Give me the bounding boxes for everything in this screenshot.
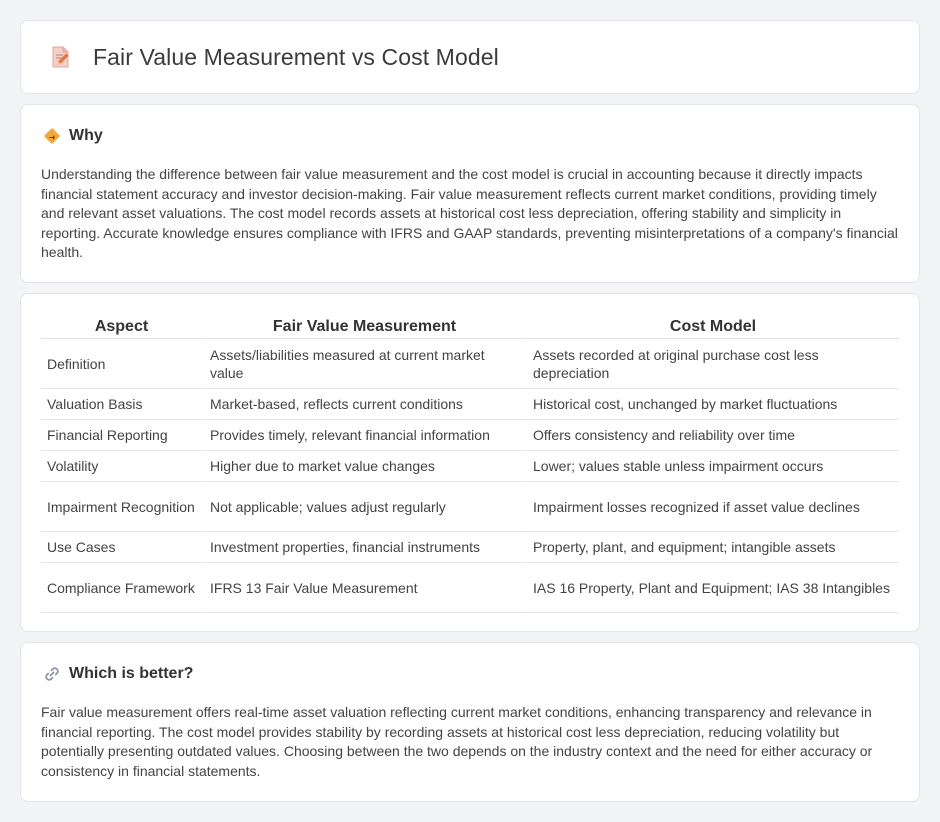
row-aspect: Impairment Recognition [41,482,202,532]
header-fair-value: Fair Value Measurement [202,316,525,339]
diamond-sign-icon [43,127,61,145]
row-aspect: Valuation Basis [41,389,202,420]
row-aspect: Use Cases [41,532,202,563]
row-fair-value: Provides timely, relevant financial information [202,420,525,451]
page-title: Fair Value Measurement vs Cost Model [93,43,499,70]
row-aspect: Definition [41,339,202,389]
row-cost-model: Historical cost, unchanged by market fluctuations [525,389,899,420]
row-fair-value: IFRS 13 Fair Value Measurement [202,563,525,613]
better-heading: Which is better? [69,665,194,682]
why-heading-row [43,127,103,145]
row-fair-value: Investment properties, financial instruments [202,532,525,563]
which-better-card [20,642,920,802]
table-row [41,339,899,389]
table-row [41,420,899,451]
row-cost-model: Offers consistency and reliability over time [525,420,899,451]
table-row [41,451,899,482]
header-aspect: Aspect [41,316,202,339]
header-cost-model: Cost Model [525,316,899,339]
table-row [41,563,899,613]
row-fair-value: Higher due to market value changes [202,451,525,482]
link-icon [43,665,61,683]
comparison-card [20,293,920,632]
table-row [41,389,899,420]
row-cost-model: IAS 16 Property, Plant and Equipment; IAS 38 Intangibles [525,563,899,613]
row-fair-value: Market-based, reflects current conditions [202,389,525,420]
better-heading-row [43,665,193,683]
table-row [41,482,899,532]
table-row [41,532,899,563]
row-cost-model: Lower; values stable unless impairment occurs [525,451,899,482]
why-heading: Why [69,127,103,144]
document-edit-icon [47,44,73,70]
why-paragraph: Understanding the difference between fair value measurement and the cost model is crucial in accounting because it directly impacts financial statement accuracy and investor decision-making. Fair value measurement reflects current market conditions, providing timely and relevant asset valuations. The cost model records assets at historical cost less depreciation, offering stability and simplicity in reporting. Accurate knowledge ensures compliance with IFRS and GAAP standards, preventing misinterpretations of a company's financial health. [41,166,898,261]
better-paragraph: Fair value measurement offers real-time asset valuation reflecting current market conditions, enhancing transparency and relevance in financial reporting. The cost model provides stability by recording assets at historical cost less depreciation, reducing volatility but potentially presenting outdated values. Choosing between the two depends on the industry context and the need for either accuracy or consistency in financial statements. [41,704,873,779]
row-fair-value: Assets/liabilities measured at current market value [202,339,525,389]
row-cost-model: Impairment losses recognized if asset value declines [525,482,899,532]
row-fair-value: Not applicable; values adjust regularly [202,482,525,532]
comparison-table [41,316,899,613]
row-aspect: Financial Reporting [41,420,202,451]
row-cost-model: Assets recorded at original purchase cost less depreciation [525,339,899,389]
table-header-row [41,316,899,339]
why-card [20,104,920,283]
row-aspect: Compliance Framework [41,563,202,613]
title-card [20,20,920,94]
row-aspect: Volatility [41,451,202,482]
row-cost-model: Property, plant, and equipment; intangible assets [525,532,899,563]
